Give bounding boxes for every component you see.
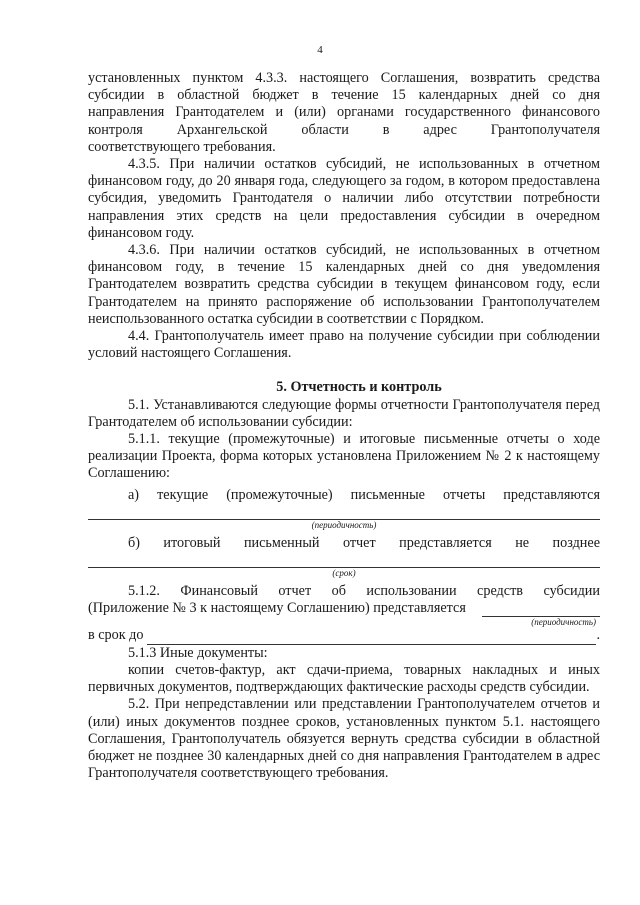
paragraph-4-3-4-line-3: направления Грантодателем и (или) органами государственного финансового [88,104,600,121]
paragraph-4-3-4-line-1: установленных пунктом 4.3.3. настоящего Соглашения, возвратить средства [88,70,600,86]
caption-periodicity: (периодичность) [311,519,377,530]
page-number: 4 [317,44,323,56]
paragraph-5-1: 5.1. Устанавливаются следующие формы отчетности Грантополучателя перед Грантодателем об использовании субсидии: [88,396,600,430]
paragraph-5-1-3: 5.1.3 Иные документы: [128,644,268,661]
paragraph-5-1-1-b: б) итоговый письменный отчет представляется не позднее [128,534,600,551]
blank-periodicity-2 [482,604,600,617]
paragraph-4-3-4-line-4: контроля Архангельской области в адрес Грантополучателя [88,121,600,138]
deadline-line [88,627,600,644]
section-heading: 5. Отчетность и контроль [276,379,442,396]
caption-periodicity-2: (периодичность) [531,617,596,628]
paragraph-5-1-2-line-2 [88,600,600,617]
caption-term: (срок) [332,568,356,579]
paragraph-5-1-2-text: (Приложение № 3 к настоящему Соглашению) представляется [88,600,466,617]
blank-line-periodicity [88,504,600,520]
paragraph-5-1-2-line-1: 5.1.2. Финансовый отчет об использовании средств субсидии [128,583,600,600]
paragraph-4-3-5: 4.3.5. При наличии остатков субсидий, не использованных в отчетном финансовом году, до 20 января года, следующего за годом, в котором предоставлена субсидия, уведомить Грантодателя о наличии либо отсутствии потребности направления этих средств на цели предоставления субсидии в очередном финансовом году. [88,156,600,241]
paragraph-5-2: 5.2. При непредставлении или представлении Грантополучателем отчетов и (или) иных документов позднее сроков, установленных пунктом 5.1. настоящего Соглашения, Грантополучатель обязуется вернуть средства субсидии в областной бюджет не позднее 30 календарных дней со дня направления Грантодателем в адрес Грантополучателя соответствующего требования. [88,696,600,782]
paragraph-4-3-6: 4.3.6. При наличии остатков субсидий, не использованных в отчетном финансовом году, в течение 15 календарных дней со дня уведомления Грантодателем возвратить средства субсидии в текущем финансовом году, если Грантодателем на принято распоряжение об использовании Грантополучателем неиспользованного остатка субсидии в соответствии с Порядком. [88,242,600,327]
deadline-text: в срок до [88,627,144,644]
paragraph-4-3-4-line-5: соответствующего требования. [88,138,276,155]
blank-deadline [147,632,596,645]
paragraph-5-1-3-details: копии счетов-фактур, акт сдачи-приема, товарных накладных и иных первичных документов, подтверждающих фактические расходы средств субсидии. [88,661,600,696]
blank-line-term [88,552,600,568]
paragraph-4-4: 4.4. Грантополучатель имеет право на получение субсидии при соблюдении условий настоящего Соглашения. [88,328,600,362]
paragraph-4-3-4-line-2: субсидии в областной бюджет в течение 15 календарных дней со дня [88,87,600,104]
document-body [88,70,600,782]
paragraph-5-1-1-a: а) текущие (промежуточные) письменные отчеты представляются [128,486,600,503]
deadline-end: . [596,627,600,644]
paragraph-5-1-1: 5.1.1. текущие (промежуточные) и итоговые письменные отчеты о ходе реализации Проекта, форма которых установлена Приложением № 2 к настоящему Соглашению: [88,431,600,482]
